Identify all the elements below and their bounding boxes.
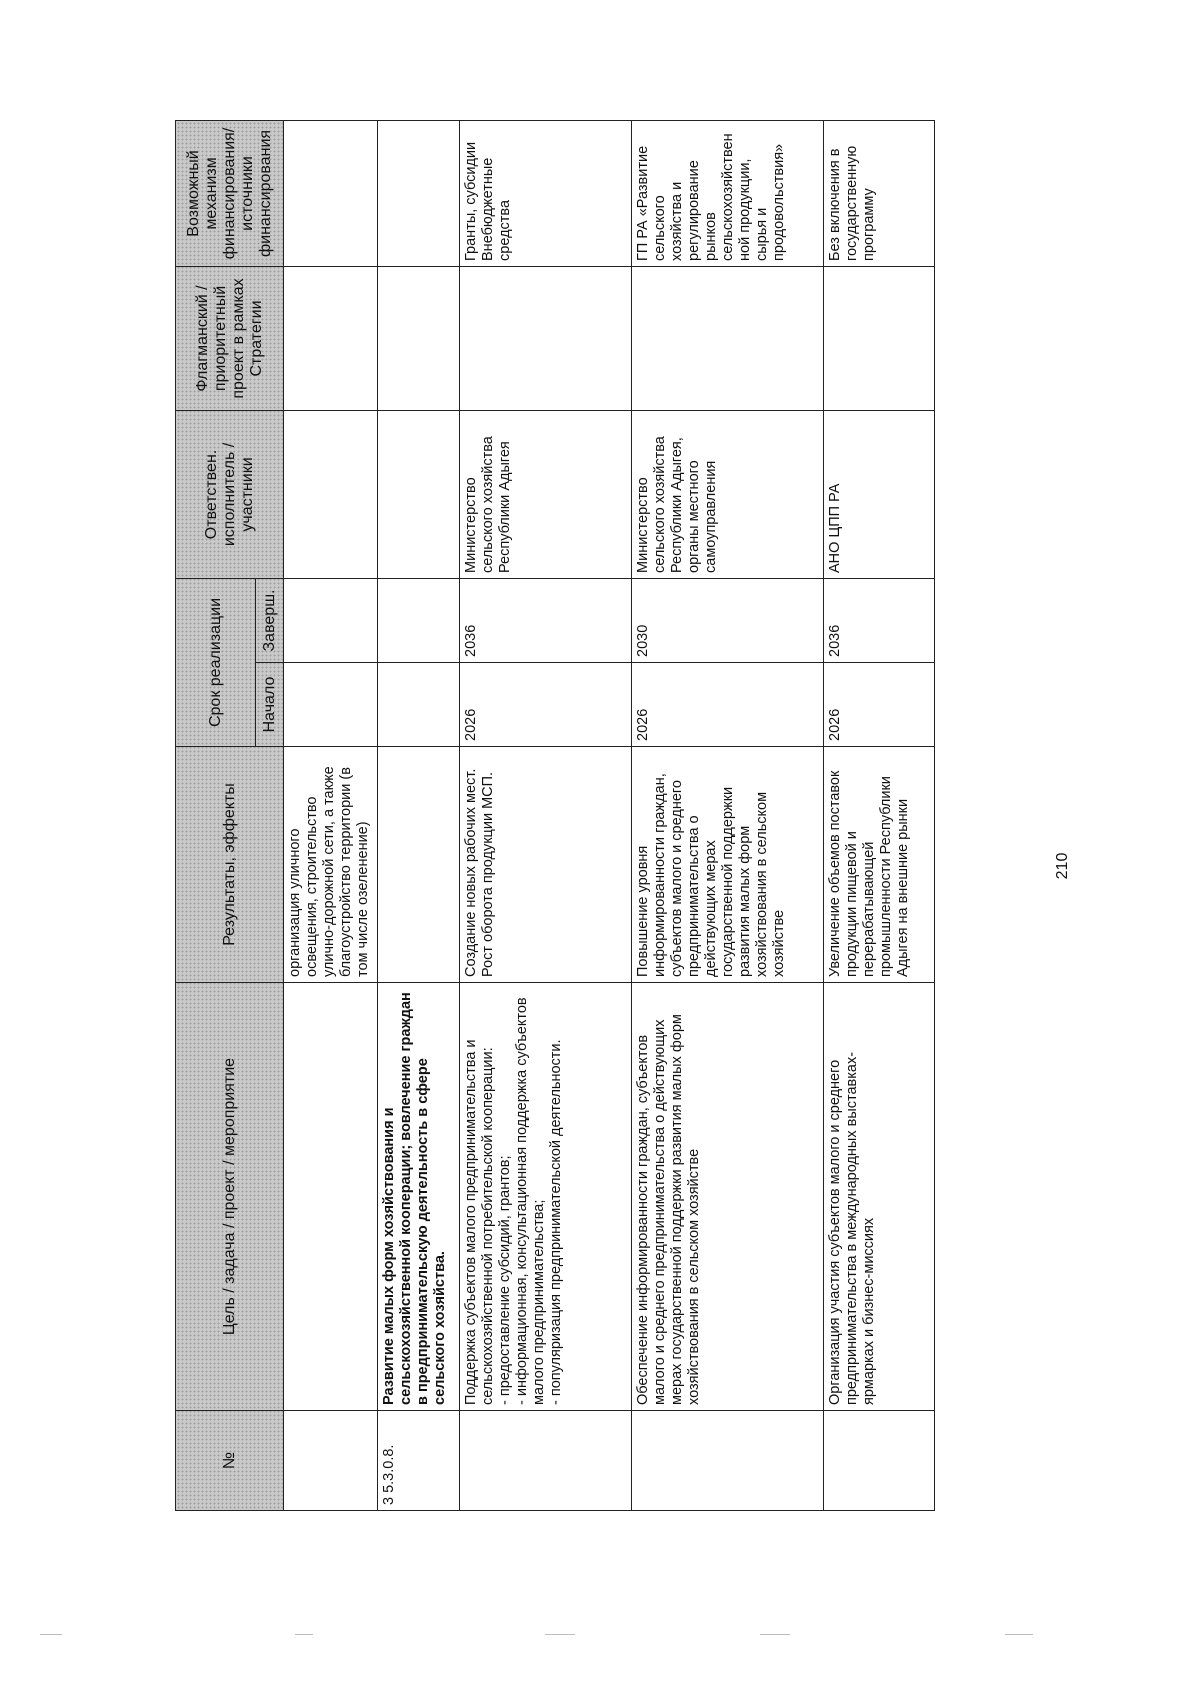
scan-mark bbox=[760, 1634, 790, 1635]
cell-start: 2026 bbox=[460, 663, 632, 747]
table-row bbox=[284, 120, 378, 1510]
cell-funding bbox=[378, 120, 460, 266]
cell-number bbox=[284, 1411, 378, 1511]
cell-flagship bbox=[378, 266, 460, 410]
cell-flagship bbox=[631, 266, 823, 410]
cell-number bbox=[631, 1411, 823, 1511]
scan-mark bbox=[295, 1634, 313, 1635]
table-row bbox=[631, 120, 823, 1510]
cell-goal: Поддержка субъектов малого предпринимательства и сельскохозяйственной потребительской кооперации: - предоставление субсидий, грантов; - информационная, консультационная поддержка субъектов малого предпринимательства; - популяризация предпринимательской деятельности. bbox=[460, 983, 632, 1411]
cell-responsible: АНО ЦПП РА bbox=[824, 410, 935, 578]
cell-end: 2030 bbox=[631, 578, 823, 662]
cell-results: Создание новых рабочих мест. Рост оборота продукции МСП. bbox=[460, 747, 632, 983]
cell-start bbox=[284, 663, 378, 747]
cell-goal bbox=[284, 983, 378, 1411]
header-number: № bbox=[176, 1411, 284, 1511]
cell-flagship bbox=[824, 266, 935, 410]
cell-responsible: Министерство сельского хозяйства Республики Адыгея bbox=[460, 410, 632, 578]
rotated-table-sheet bbox=[175, 121, 935, 1511]
scan-mark bbox=[1005, 1634, 1033, 1635]
cell-end: 2036 bbox=[460, 578, 632, 662]
header-results: Результаты, эффекты bbox=[176, 747, 284, 983]
cell-flagship bbox=[284, 266, 378, 410]
scan-mark bbox=[40, 1634, 62, 1635]
table-row bbox=[460, 120, 632, 1510]
cell-results: Увеличение объемов поставок продукции пищевой и перерабатывающей промышленности Республики Адыгея на внешние рынки bbox=[824, 747, 935, 983]
cell-results bbox=[378, 747, 460, 983]
page-number: 210 bbox=[1054, 852, 1071, 880]
cell-goal: Организация участия субъектов малого и среднего предпринимательства в международных выставках-ярмарках и бизнес-миссиях bbox=[824, 983, 935, 1411]
cell-responsible bbox=[378, 410, 460, 578]
cell-funding: Без включения в государственную программу bbox=[824, 120, 935, 266]
header-funding: Возможный механизм финансирования/ источники финансирования bbox=[176, 120, 284, 266]
strategy-plan-table bbox=[175, 120, 935, 1511]
cell-flagship bbox=[460, 266, 632, 410]
header-start: Начало bbox=[256, 663, 284, 747]
scan-mark bbox=[545, 1634, 575, 1635]
header-goal: Цель / задача / проект / мероприятие bbox=[176, 983, 284, 1411]
cell-start: 2026 bbox=[824, 663, 935, 747]
cell-responsible: Министерство сельского хозяйства Республики Адыгея, органы местного самоуправления bbox=[631, 410, 823, 578]
cell-funding bbox=[284, 120, 378, 266]
header-responsible: Ответствен. исполнитель / участники bbox=[176, 410, 284, 578]
table-row bbox=[824, 120, 935, 1510]
cell-funding: ГП РА «Развитие сельского хозяйства и регулирование рынков сельскохозяйствен ной продукции, сырья и продовольствия» bbox=[631, 120, 823, 266]
header-flagship: Флагманский / приоритетный проект в рамках Стратегии bbox=[176, 266, 284, 410]
cell-number: 3 5.3.0.8. bbox=[378, 1411, 460, 1511]
cell-results: Повышение уровня информированности граждан, субъектов малого и среднего предпринимательства о действующих мерах государственной поддержки развития малых форм хозяйствования в сельском хозяйстве bbox=[631, 747, 823, 983]
cell-responsible bbox=[284, 410, 378, 578]
table-row bbox=[378, 120, 460, 1510]
cell-results: организация уличного освещения, строительство улично-дорожной сети, а также благоустройство территории (в том числе озеленение) bbox=[284, 747, 378, 983]
cell-number bbox=[824, 1411, 935, 1511]
cell-goal: Развитие малых форм хозяйствования и сельскохозяйственной кооперации; вовлечение граждан в предпринимательскую деятельность в сфере сельского хозяйства. bbox=[378, 983, 460, 1411]
cell-end bbox=[378, 578, 460, 662]
cell-funding: Гранты, субсидии Внебюджетные средства bbox=[460, 120, 632, 266]
header-period: Срок реализации bbox=[176, 578, 256, 746]
cell-start: 2026 bbox=[631, 663, 823, 747]
cell-end bbox=[284, 578, 378, 662]
cell-goal: Обеспечение информированности граждан, субъектов малого и среднего предпринимательства о действующих мерах государственной поддержки развития малых форм хозяйствования в сельском хозяйстве bbox=[631, 983, 823, 1411]
header-end: Заверш. bbox=[256, 578, 284, 662]
cell-number bbox=[460, 1411, 632, 1511]
cell-start bbox=[378, 663, 460, 747]
cell-end: 2036 bbox=[824, 578, 935, 662]
header-row bbox=[176, 120, 256, 1510]
